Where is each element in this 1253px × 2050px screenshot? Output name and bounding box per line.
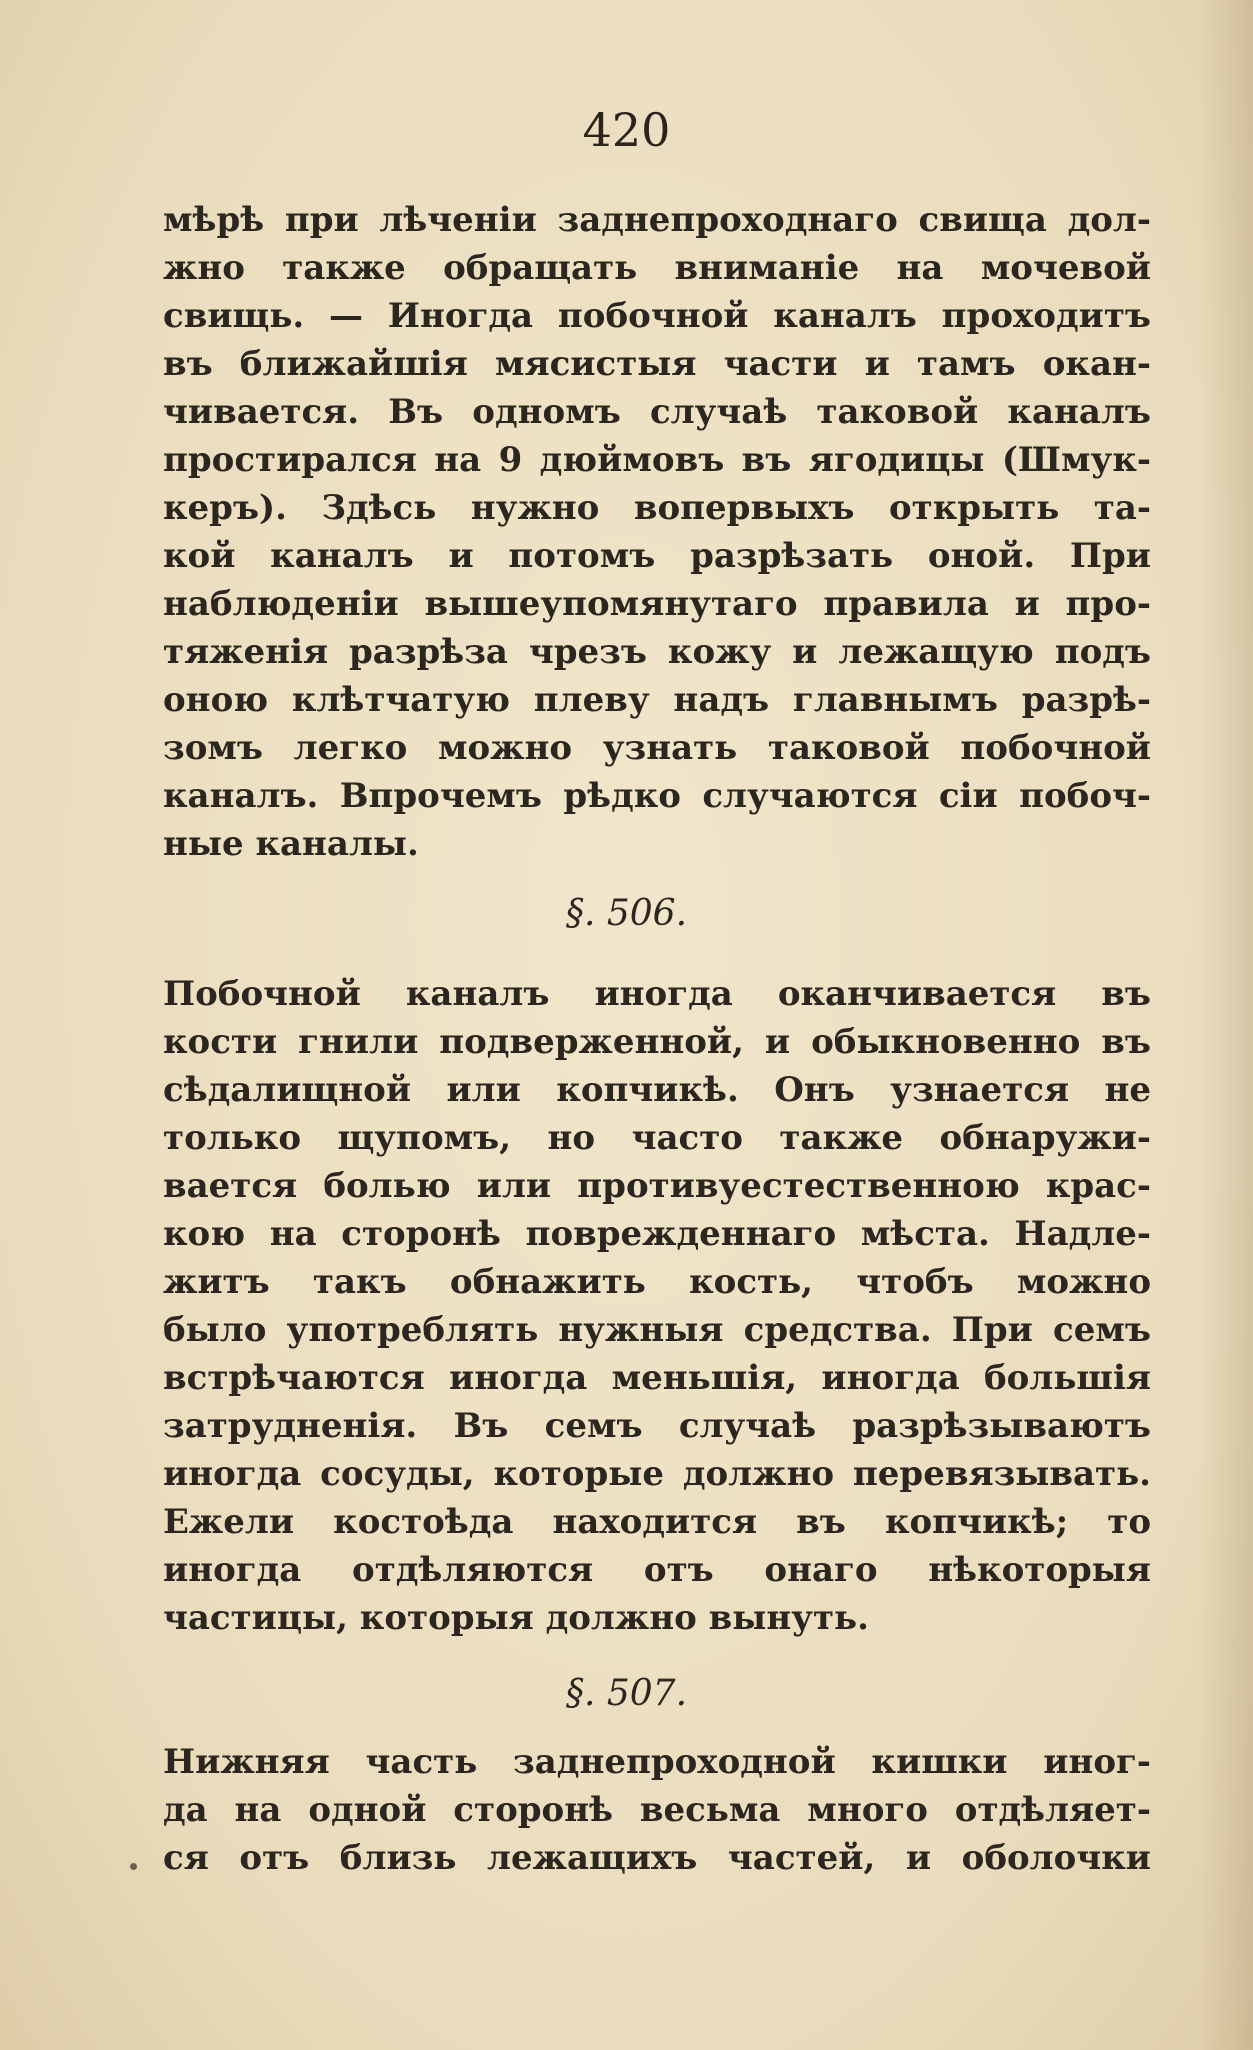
- margin-dot-mark: [130, 1863, 137, 1870]
- text-line: каналъ. Впрочемъ рѣдко случаются сіи побоч-: [163, 776, 1151, 816]
- text-line: встрѣчаются иногда меньшія, иногда большія: [163, 1358, 1151, 1398]
- text-line: зомъ легко можно узнать таковой побочной: [163, 728, 1151, 768]
- text-line: ные каналы.: [163, 824, 419, 864]
- text-line: частицы, которыя должно вынуть.: [163, 1598, 869, 1638]
- text-line: Побочной каналъ иногда оканчивается въ: [163, 974, 1151, 1014]
- text-line: было употреблять нужныя средства. При семъ: [163, 1310, 1151, 1350]
- text-line: мѣрѣ при лѣченіи заднепроходнаго свища дол-: [163, 200, 1151, 240]
- paragraph-continued: [163, 196, 1151, 868]
- section-506-body: [163, 970, 1151, 1642]
- text-line: только щупомъ, но часто также обнаружи-: [163, 1118, 1151, 1158]
- text-line: тяженія разрѣза чрезъ кожу и лежащую подъ: [163, 632, 1151, 672]
- text-line: кою на сторонѣ поврежденнаго мѣста. Надле-: [163, 1214, 1151, 1254]
- text-line: простирался на 9 дюймовъ въ ягодицы (Шмук-: [163, 440, 1151, 480]
- text-line: керъ). Здѣсь нужно вопервыхъ открыть та-: [163, 488, 1151, 528]
- text-line: житъ такъ обнажить кость, чтобъ можно: [163, 1262, 1151, 1302]
- text-line: Нижняя часть заднепроходной кишки иног-: [163, 1742, 1151, 1782]
- text-line: свищь. — Иногда побочной каналъ проходитъ: [163, 296, 1151, 336]
- text-line: чивается. Въ одномъ случаѣ таковой каналъ: [163, 392, 1151, 432]
- text-line: въ ближайшія мясистыя части и тамъ окан-: [163, 344, 1151, 384]
- section-heading-507: §. 507.: [565, 1673, 688, 1714]
- text-line: кости гнили подверженной, и обыкновенно въ: [163, 1022, 1151, 1062]
- section-heading-506: §. 506.: [565, 893, 688, 934]
- text-line: иногда отдѣляются отъ онаго нѣкоторыя: [163, 1550, 1151, 1590]
- text-line: затрудненія. Въ семъ случаѣ разрѣзываютъ: [163, 1406, 1151, 1446]
- page-number: 420: [582, 103, 671, 157]
- text-line: Ежели костоѣда находится въ копчикѣ; то: [163, 1502, 1151, 1542]
- text-line: ся отъ близь лежащихъ частей, и оболочки: [163, 1838, 1151, 1878]
- section-507-body: [163, 1738, 1151, 1882]
- text-line: оною клѣтчатую плеву надъ главнымъ разрѣ-: [163, 680, 1151, 720]
- text-line: жно также обращать вниманіе на мочевой: [163, 248, 1151, 288]
- page-edge-shadow: [1198, 0, 1253, 2050]
- text-line: наблюденіи вышеупомянутаго правила и про-: [163, 584, 1151, 624]
- text-line: да на одной сторонѣ весьма много отдѣляет-: [163, 1790, 1151, 1830]
- text-line: вается болью или противуестественною крас-: [163, 1166, 1151, 1206]
- text-line: сѣдалищной или копчикѣ. Онъ узнается не: [163, 1070, 1151, 1110]
- text-line: кой каналъ и потомъ разрѣзать оной. При: [163, 536, 1151, 576]
- text-line: иногда сосуды, которые должно перевязывать.: [163, 1454, 1151, 1494]
